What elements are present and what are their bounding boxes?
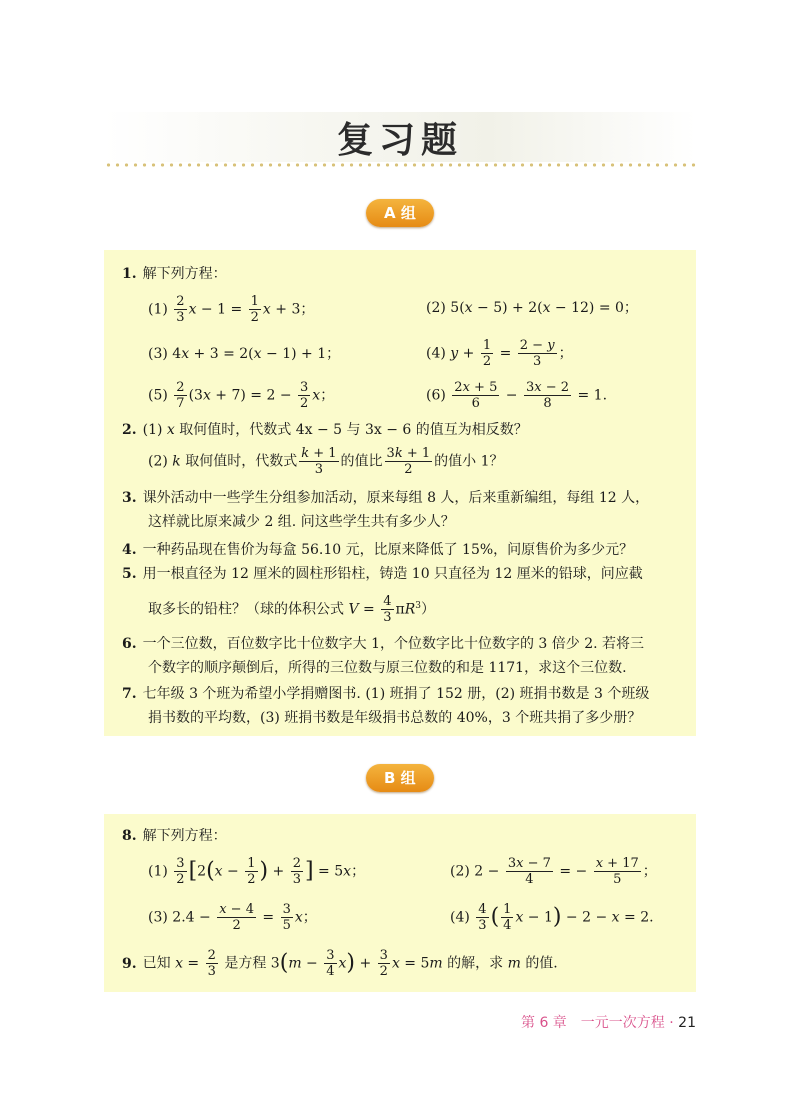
q1-1: (1) $\frac{2}{3}$ x − 1 = $\frac{1}{2}$ x + 3； bbox=[148, 294, 315, 325]
q3-l1: 3. 课外活动中一些学生分组参加活动，原来每组 8 人，后来重新编组，每组 12 人， bbox=[122, 490, 650, 506]
q8-text: 解下列方程： bbox=[142, 828, 227, 844]
page-number: 21 bbox=[678, 1015, 696, 1031]
group-a-box bbox=[104, 250, 696, 736]
q6-l1: 6. 一个三位数，百位数字比十位数字大 1，个位数字比十位数字的 3 倍少 2. 若将三 bbox=[122, 636, 645, 652]
q9a-text: 已知 bbox=[142, 955, 171, 972]
q1-line: 1. 解下列方程： bbox=[122, 266, 227, 282]
group-a-badge: A 组 bbox=[366, 199, 434, 227]
footer-chapter: 第 6 章 一元一次方程 · bbox=[521, 1015, 674, 1031]
q3-l2: 这样就比原来减少 2 组. 问这些学生共有多少人？ bbox=[148, 514, 455, 530]
q4: 4. 一种药品现在售价为每盒 56.10 元，比原来降低了 15%，问原售价为多少元？ bbox=[122, 542, 634, 558]
q1-6: (6) $\frac{2x + 5}{6}$ − $\frac{3x - 2}{8}$ = 1. bbox=[426, 380, 608, 411]
q8-3: (3) 2.4 − $\frac{x - 4}{2}$ = $\frac{3}{5}$ x； bbox=[148, 902, 317, 933]
q8-1: (1) $\frac{3}{2}$ [2(x − $\frac{1}{2}$ ) + $\frac{2}{3}$ ] = 5x； bbox=[148, 856, 366, 887]
dotted-divider bbox=[104, 163, 696, 167]
group-b-box bbox=[104, 814, 696, 992]
q1-4: (4) y + $\frac{1}{2}$ = $\frac{2 - y}{3}$ ； bbox=[426, 338, 573, 369]
q3-l1-text: 课外活动中一些学生分组参加活动，原来每组 8 人，后来重新编组，每组 12 人， bbox=[142, 490, 650, 506]
q5-l1: 5. 用一根直径为 12 厘米的圆柱形铅柱，铸造 10 只直径为 12 厘米的铅球，问应截 bbox=[122, 566, 643, 582]
q9: 9. 已知 x = $\frac{2}{3}$ 是方程 3(m − $\frac{3}{4}$ x) + $\frac{3}{2}$ x = 5m 的解，求 m 的值. bbox=[122, 948, 558, 979]
q8-4: (4) $\frac{4}{3}$ ( $\frac{1}{4}$ x − 1) − 2 − x = 2. bbox=[450, 902, 654, 933]
q5-l2: 取多长的铅柱？（球的体积公式 V = $\frac{4}{3}$ $\pi R^3$） bbox=[148, 594, 435, 625]
q9c-text: 的解，求 bbox=[447, 955, 504, 972]
q9b-text: 是方程 bbox=[224, 955, 267, 972]
group-b-badge: B 组 bbox=[366, 764, 434, 792]
q1-2: (2) 5(x − 5) + 2(x − 12) = 0； bbox=[426, 300, 638, 316]
page-title: 复习题 bbox=[336, 120, 463, 161]
q2-1-text: 取何值时，代数式 4x − 5 与 3x − 6 的值互为相反数？ bbox=[179, 422, 528, 438]
page-footer bbox=[521, 1012, 696, 1032]
q2-2: (2) k 取何值时，代数式 $\frac{k + 1}{3}$ 的值比 $\frac{3k + 1}{2}$ 的值小 1？ bbox=[148, 446, 504, 477]
q4-text: 一种药品现在售价为每盒 56.10 元，比原来降低了 15%，问原售价为多少元？ bbox=[142, 542, 634, 558]
q5-l2-text: 取多长的铅柱？（球的体积公式 bbox=[148, 601, 344, 618]
q2-2c-text: 的值小 1？ bbox=[434, 453, 504, 470]
q6-l2: 个数字的顺序颠倒后，所得的三位数与原三位数的和是 1171，求这个三位数. bbox=[148, 660, 627, 676]
q9d-text: 的值. bbox=[525, 955, 558, 972]
q8-line: 8. 解下列方程： bbox=[122, 828, 227, 844]
q2-2b-text: 的值比 bbox=[340, 453, 383, 470]
q2-1: 2. (1) x 取何值时，代数式 4x − 5 与 3x − 6 的值互为相反数？ bbox=[122, 422, 528, 438]
q2-2a-text: 取何值时，代数式 bbox=[185, 453, 298, 470]
q6-l1-text: 一个三位数，百位数字比十位数字大 1，个位数字比十位数字的 3 倍少 2. 若将三 bbox=[142, 636, 645, 652]
q1-text: 解下列方程： bbox=[142, 266, 227, 282]
q1-3: (3) 4x + 3 = 2(x − 1) + 1； bbox=[148, 346, 341, 362]
q1-5: (5) $\frac{2}{7}$ (3x + 7) = 2 − $\frac{3}{2}$ x； bbox=[148, 380, 335, 411]
q7-l1: 7. 七年级 3 个班为希望小学捐赠图书. (1) 班捐了 152 册，(2) 班捐书数是 3 个班级 bbox=[122, 686, 650, 702]
q7-l2: 捐书数的平均数，(3) 班捐书数是年级捐书总数的 40%，3 个班共捐了多少册？ bbox=[148, 710, 642, 726]
q5-l1-text: 用一根直径为 12 厘米的圆柱形铅柱，铸造 10 只直径为 12 厘米的铅球，问应截 bbox=[142, 566, 643, 582]
q8-2: (2) 2 − $\frac{3x - 7}{4}$ = − $\frac{x + 17}{5}$ ； bbox=[450, 856, 657, 887]
q7-l1-text: 七年级 3 个班为希望小学捐赠图书. (1) 班捐了 152 册，(2) 班捐书数是 3 个班级 bbox=[142, 686, 650, 702]
